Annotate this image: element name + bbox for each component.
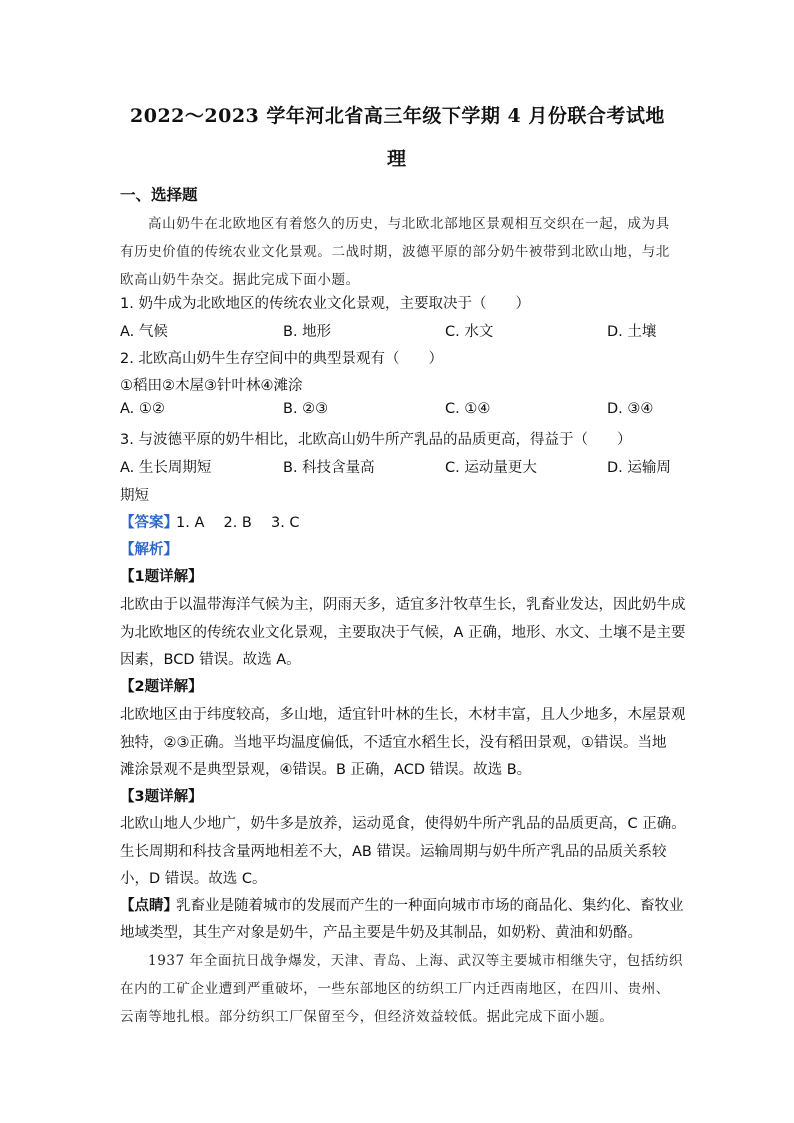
question-2-stem: 2. 北欧高山奶牛生存空间中的典型景观有（ ） (120, 351, 443, 367)
question-1-option-a: A. 气候 (120, 324, 168, 340)
detail-2-label: 【2题详解】 (120, 679, 203, 695)
question-1-option-b: B. 地形 (283, 324, 332, 340)
intro1-line: 高山奶牛在北欧地区有着悠久的历史，与北欧北部地区景观相互交织在一起，成为具 (148, 216, 670, 232)
detail-1-line: 北欧由于以温带海洋气候为主，阴雨天多，适宜多汁牧草生长，乳畜业发达，因此奶牛成 (120, 597, 686, 613)
detail-1-line: 为北欧地区的传统农业文化景观，主要取决于气候，A 正确，地形、水文、土壤不是主要 (120, 625, 686, 641)
question-2-option-b: B. ②③ (283, 401, 329, 417)
detail-2-line: 北欧地区由于纬度较高，多山地，适宜针叶林的生长，木材丰富，且人少地多，木屋景观 (120, 707, 686, 723)
comment-line2: 地域类型，其生产对象是奶牛，产品主要是牛奶及其制品，如奶粉、黄油和奶酪。 (120, 925, 642, 941)
section-heading: 一、选择题 (120, 185, 198, 204)
detail-3-label: 【3题详解】 (120, 789, 203, 805)
detail-3-line: 小，D 错误。故选 C。 (120, 871, 267, 887)
page-title-line2: 理 (387, 148, 407, 170)
question-3-option-d-wrap: 期短 (120, 488, 149, 504)
comment-line1: 乳畜业是随着城市的发展而产生的一种面向城市市场的商品化、集约化、畜牧业 (176, 898, 684, 914)
intro1-line: 欧高山奶牛杂交。据此完成下面小题。 (120, 272, 360, 288)
page-title-line1: 2022～2023 学年河北省高三年级下学期 4 月份联合考试地 (130, 105, 665, 127)
analysis-label: 【解析】 (120, 542, 178, 558)
intro2-line: 在内的工矿企业遭到严重破坏，一些东部地区的纺织工厂内迁西南地区，在四川、贵州、 (120, 981, 670, 997)
question-1-stem: 1. 奶牛成为北欧地区的传统农业文化景观，主要取决于（ ） (120, 296, 530, 312)
question-2-sub: ①稻田②木屋③针叶林④滩涂 (120, 378, 303, 394)
answer-text: 1. A 2. B 3. C (176, 515, 300, 531)
intro2-line: 1937 年全面抗日战争爆发，天津、青岛、上海、武汉等主要城市相继失守，包括纺织 (148, 953, 684, 969)
question-1-option-d: D. 土壤 (607, 324, 657, 340)
detail-2-line: 独特，②③正确。当地平均温度偏低，不适宜水稻生长，没有稻田景观，①错误。当地 (120, 735, 667, 751)
intro1-line: 有历史价值的传统农业文化景观。二战时期，波德平原的部分奶牛被带到北欧山地，与北 (120, 244, 670, 260)
question-2-option-d: D. ③④ (607, 401, 654, 417)
detail-3-line: 生长周期和科技含量两地相差不大，AB 错误。运输周期与奶牛所产乳品的品质关系较 (120, 844, 667, 860)
detail-1-label: 【1题详解】 (120, 569, 203, 585)
answer-label: 【答案】 (120, 515, 178, 531)
question-3-stem: 3. 与波德平原的奶牛相比，北欧高山奶牛所产乳品的品质更高，得益于（ ） (120, 432, 632, 448)
comment-label: 【点睛】 (120, 898, 178, 914)
detail-2-line: 滩涂景观不是典型景观，④错误。B 正确，ACD 错误。故选 B。 (120, 762, 532, 778)
question-2-option-c: C. ①④ (445, 401, 491, 417)
intro2-line: 云南等地扎根。部分纺织工厂保留至今，但经济效益较低。据此完成下面小题。 (120, 1009, 614, 1025)
question-2-option-a: A. ①② (120, 401, 165, 417)
question-3-option-c: C. 运动量更大 (445, 460, 537, 476)
question-3-option-b: B. 科技含量高 (283, 460, 375, 476)
detail-1-line: 因素，BCD 错误。故选 A。 (120, 652, 301, 668)
question-3-option-a: A. 生长周期短 (120, 460, 212, 476)
detail-3-line: 北欧山地人少地广，奶牛多是放养，运动觅食，使得奶牛所产乳品的品质更高，C 正确。 (120, 816, 686, 832)
question-3-option-d: D. 运输周 (607, 460, 671, 476)
question-1-option-c: C. 水文 (445, 324, 494, 340)
